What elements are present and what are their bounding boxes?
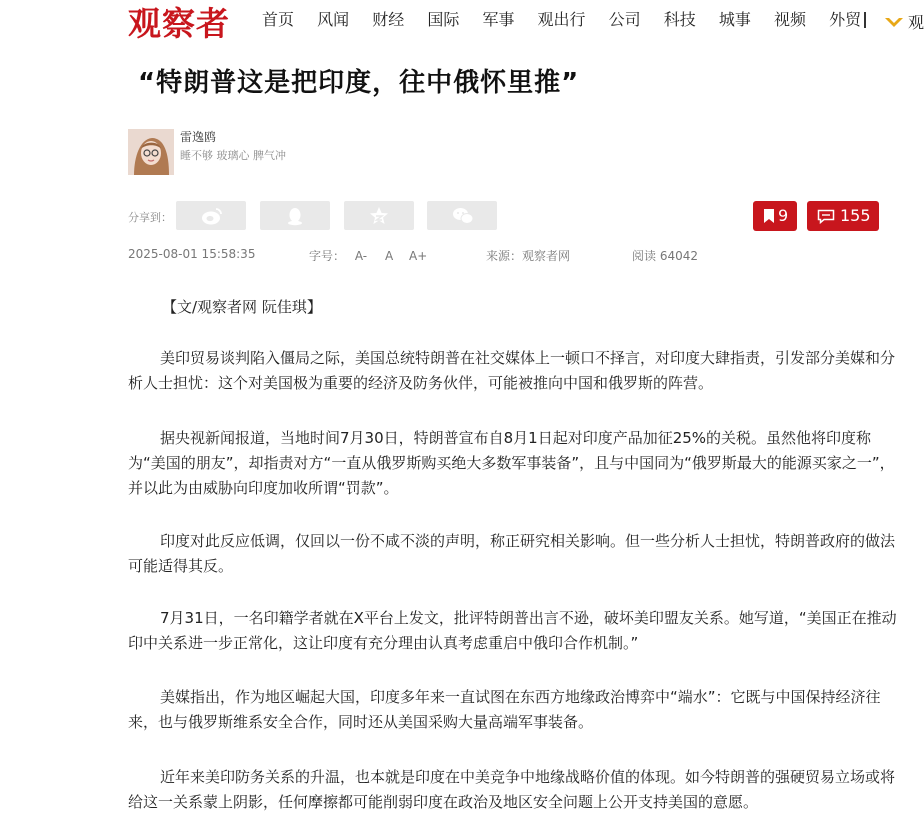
wechat-icon bbox=[452, 206, 474, 226]
site-header bbox=[0, 0, 924, 43]
nav-item-travel[interactable]: 观出行 bbox=[537, 10, 586, 29]
bookmark-button[interactable] bbox=[753, 201, 797, 231]
article-paragraph: 美媒指出，作为地区崛起大国，印度多年来一直试图在东西方地缘政治博弈中“端水”：它既与中国保持经济往来，也与俄罗斯维系安全合作，同时还从美国采购大量高端军事装备。 bbox=[128, 688, 881, 731]
bookmark-count: 9 bbox=[778, 206, 789, 225]
nav-item-company[interactable]: 公司 bbox=[608, 10, 641, 29]
view-count: 阅读 64042 bbox=[632, 249, 698, 263]
article-paragraph: 近年来美印防务关系的升温，也本就是印度在中美竞争中地缘战略价值的体现。如今特朗普的强硬贸易立场或将给这一关系蒙上阴影，任何摩擦都可能削弱印度在政治及地区安全问题上公开支持美国的意愿。 bbox=[128, 768, 896, 811]
font-size-control bbox=[309, 247, 437, 264]
article-paragraph: 据央视新闻报道，当地时间7月30日，特朗普宣布自8月1日起对印度产品加征25%的关税。虽然他将印度称为“美国的朋友”，却指责对方“一直从俄罗斯购买绝大多数军事装备”，且与中国同为“俄罗斯最大的能源买家之一”，并以此为由威胁向印度加收所谓“罚款”。 bbox=[128, 429, 895, 497]
publish-datetime: 2025-08-01 15:58:35 bbox=[128, 247, 256, 261]
nav-item-city[interactable]: 城事 bbox=[718, 10, 751, 29]
nav-item-home[interactable]: 首页 bbox=[262, 10, 295, 29]
comment-button[interactable] bbox=[807, 201, 879, 231]
author-name[interactable]: 雷逸鸥 bbox=[180, 130, 217, 144]
nav-item-fengwen[interactable]: 风闻 bbox=[317, 10, 350, 29]
article-title: “特朗普这是把印度，往中俄怀里推” bbox=[138, 68, 580, 98]
bookmark-icon bbox=[763, 208, 775, 224]
nav-item-video[interactable]: 视频 bbox=[773, 10, 806, 29]
author-avatar[interactable] bbox=[128, 129, 174, 175]
share-qzone-button[interactable] bbox=[344, 201, 414, 230]
article-paragraph: 7月31日，一名印籍学者就在X平台上发文，批评特朗普出言不逊，破坏美印盟友关系。她写道，“美国正在推动印中关系进一步正常化，这让印度有充分理由认真考虑重启中俄印合作机制。” bbox=[128, 609, 897, 652]
font-size-increase-button[interactable]: A+ bbox=[409, 249, 428, 263]
nav-item-international[interactable]: 国际 bbox=[427, 10, 460, 29]
share-wechat-button[interactable] bbox=[427, 201, 497, 230]
nav-item-tech[interactable]: 科技 bbox=[663, 10, 696, 29]
nav-divider bbox=[864, 12, 866, 28]
nav-item-extra[interactable] bbox=[884, 10, 924, 33]
nav-item-trade[interactable]: 外贸 bbox=[829, 10, 862, 29]
font-size-default-button[interactable]: A bbox=[384, 249, 394, 263]
comment-icon bbox=[817, 209, 835, 224]
chevron-logo-icon bbox=[884, 15, 904, 29]
author-bio: 睡不够 玻璃心 脾气冲 bbox=[180, 149, 286, 162]
article-paragraph: 美印贸易谈判陷入僵局之际，美国总统特朗普在社交媒体上一顿口不择言，对印度大肆指责，引发部分美媒和分析人士担忧：这个对美国极为重要的经济及防务伙伴，可能被推向中国和俄罗斯的阵营。 bbox=[128, 349, 896, 392]
avatar-image bbox=[128, 129, 174, 175]
nav-item-military[interactable]: 军事 bbox=[482, 10, 515, 29]
site-logo[interactable]: 观察者 bbox=[128, 4, 230, 43]
nav-item-extra-label: 观 bbox=[908, 13, 924, 32]
article-paragraph: 印度对此反应低调，仅回以一份不咸不淡的声明，称正研究相关影响。但一些分析人士担忧，特朗普政府的做法可能适得其反。 bbox=[128, 532, 896, 575]
qzone-star-icon bbox=[369, 206, 389, 226]
main-nav bbox=[262, 9, 879, 33]
qq-icon bbox=[285, 206, 305, 226]
share-weibo-button[interactable] bbox=[176, 201, 246, 230]
nav-item-finance[interactable]: 财经 bbox=[372, 10, 405, 29]
share-qq-button[interactable] bbox=[260, 201, 330, 230]
weibo-icon bbox=[201, 206, 223, 226]
font-size-label: 字号： bbox=[309, 249, 346, 263]
font-size-decrease-button[interactable]: A- bbox=[354, 249, 368, 263]
article-source: 来源：观察者网 bbox=[486, 249, 571, 263]
comment-count: 155 bbox=[840, 206, 871, 225]
share-label: 分享到： bbox=[128, 211, 172, 224]
article-byline: 【文/观察者网 阮佳琪】 bbox=[162, 298, 322, 316]
